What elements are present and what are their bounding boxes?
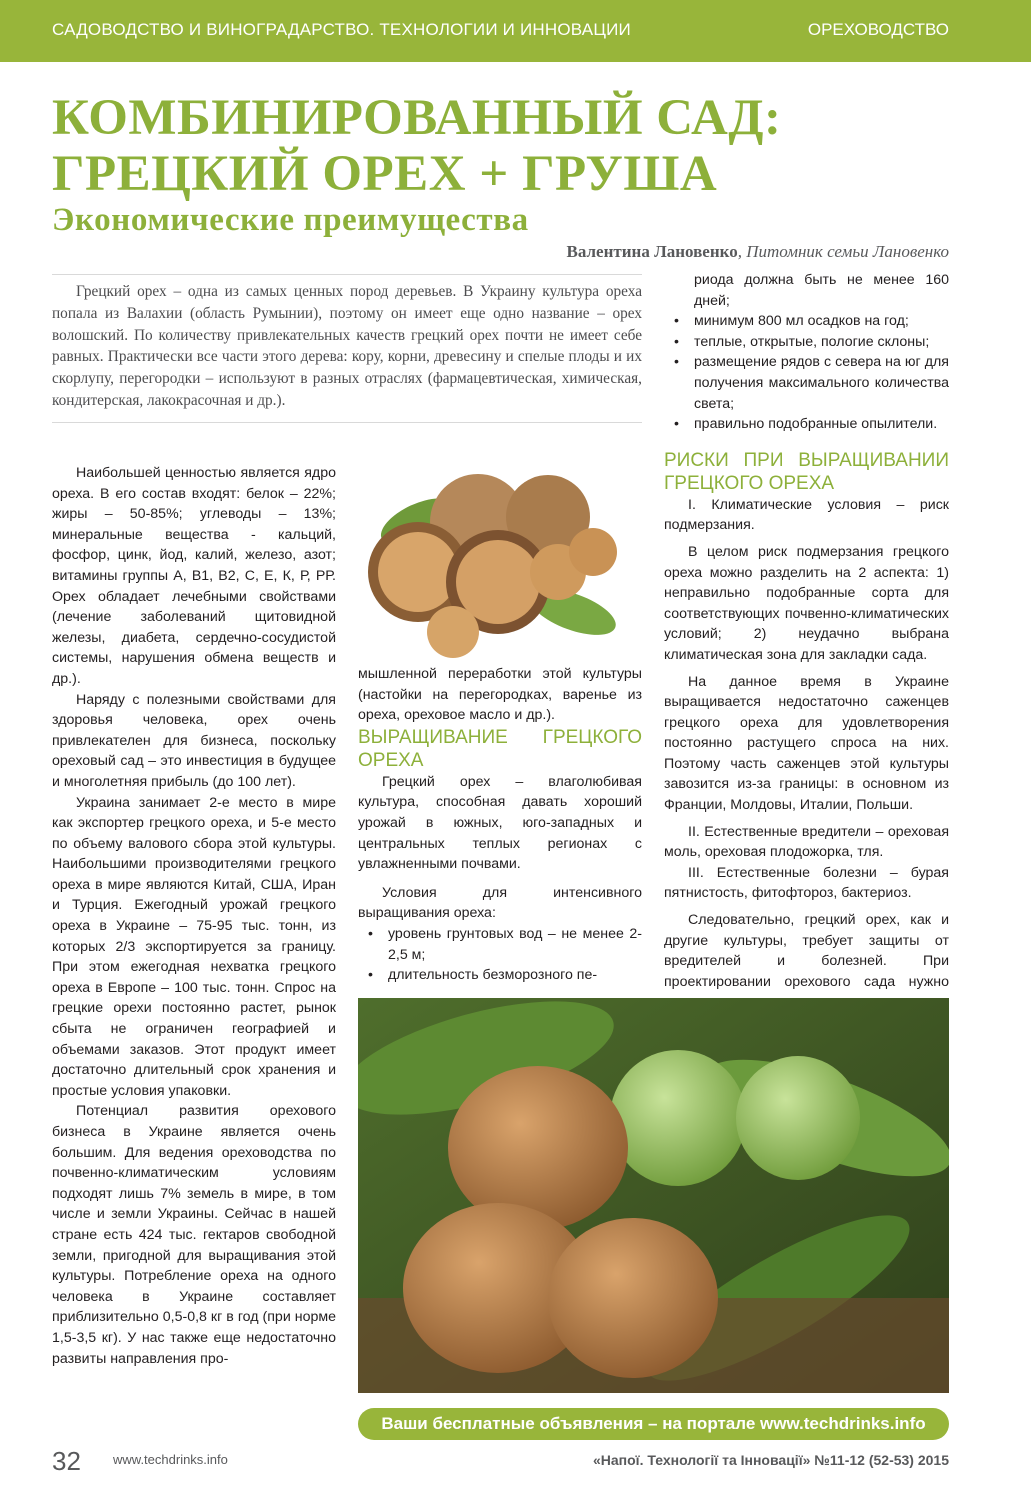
section-heading-risks: РИСКИ ПРИ ВЫРАЩИВАНИИ ГРЕЦКОГО ОРЕХА	[664, 449, 949, 494]
list-item: • размещение рядов с севера на юг для получения максимального количества света;	[664, 352, 949, 414]
page-number: 32	[52, 1446, 81, 1476]
walnuts-photo	[358, 462, 642, 658]
paragraph: Наибольшей ценностью является ядро ореха. В его состав входят: белок – 22%; жиры – 50-85%; углеводы – 13%; минеральные вещества - кальций, фосфор, цинк, йод, калий, железо, азот; витамины группы А, В1, В2, С, Е, К, Р, РР. Орех обладает лечебными свойствами (лечение заболеваний щитовидной железы, диабета, сердечно-сосудистой системы, нарушения обмена веществ и др.).	[52, 465, 336, 687]
paragraph: В целом риск подмерзания грецкого ореха можно разделить на 2 аспекта: 1) неправильно подобранные сорта для соответствующих почвенно-климатических условий; 2) неудачно выбрана климатическая зона для закладки сада.	[664, 543, 949, 663]
paragraph: III. Естественные болезни – бурая пятнистость, фитофтороз, бактериоз.	[664, 864, 949, 902]
section-header-bar	[0, 0, 1031, 62]
list-item: • уровень грунтовых вод – не менее 2-2,5 м;	[358, 924, 642, 965]
paragraph: Наряду с полезными свойствами для здоровья человека, орех очень привлекателен для бизнеса, поскольку ореховый сад – это инвестиция в будущее и многолетняя прибыль (до 100 лет).	[52, 691, 336, 790]
column-2	[358, 664, 642, 986]
section-header-left: САДОВОДСТВО И ВИНОГРАДАРСТВО. ТЕХНОЛОГИИ И ИННОВАЦИИ	[52, 20, 631, 39]
green-walnuts-photo	[358, 998, 949, 1393]
paragraph: Потенциал развития орехового бизнеса в Украине является очень большим. Для ведения ореховодства по почвенно-климатическим условиям подходят лишь 7% земель в мире, в том числе и земли Украины. Сейчас в нашей стране есть 424 тыс. гектаров свободной земли, пригодной для выращивания этой культуры. Потребление ореха на одного человека в Украине составляет приблизительно 0,5-0,8 кг в год (при норме 1,5-3,5 кг). У нас также еще недостаточно развиты направления про-	[52, 1103, 336, 1367]
footer-site[interactable]: www.techdrinks.info	[113, 1452, 228, 1467]
paragraph: Украина занимает 2-е место в мире как экспортер грецкого ореха, и 5-е место по объему валового сбора этой культуры. Наибольшими производителями грецкого ореха в мире являются Китай, США, Иран и Турция. Ежегодный урожай грецкого ореха в Украине – 75-95 тыс. тонн, из которых 2/3 экспортируется за границу. При этом ежегодная нехватка грецкого ореха в Европе – 100 тыс. тонн. Спрос на грецкие орехи постоянно растет, рынок сбыта не ограничен географией и объемами заказов. Этот продукт имеет достаточно длительный срок хранения и простые условия упаковки.	[52, 794, 336, 1099]
list-item: • правильно подобранные опылители.	[664, 414, 949, 435]
journal-citation: «Напої. Технології та Інновації» №11-12 (52-53) 2015	[592, 1452, 949, 1468]
list-item: • теплые, открытые, пологие склоны;	[664, 332, 949, 353]
portal-ad-banner[interactable]: Ваши бесплатные объявления – на портале www.techdrinks.info	[358, 1408, 949, 1440]
conditions-list-continued	[664, 270, 949, 435]
paragraph: Условия для интенсивного выращивания ореха:	[358, 884, 642, 922]
intro-paragraph: Грецкий орех – одна из самых ценных пород деревьев. В Украину культура ореха попала из Валахии (область Румынии), поэтому он имеет еще одно название – орех волошский. По количеству привлекательных качеств грецкий орех почти не имеет себе равных. Практически все части этого дерева: кору, корни, древесину и спелые плоды и их скорлупу, перегородки – используют в разных отраслях (фармацевтическая, химическая, кондитерская, лакокрасочная и др.).	[52, 274, 642, 423]
column-1	[52, 463, 336, 1369]
paragraph: мышленной переработки этой культуры (настойки на перегородках, варенье из ореха, ореховое масло и др.).	[358, 666, 642, 724]
article-title	[52, 90, 781, 202]
paragraph: Следовательно, грецкий орех, как и другие культуры, требует защиты от вредителей и болезней. При проектировании орехового сада нужно	[664, 912, 949, 990]
article-subtitle: Экономические преимущества	[52, 202, 529, 238]
paragraph: II. Естественные вредители – ореховая моль, ореховая плодожорка, тля.	[664, 823, 949, 861]
paragraph: Грецкий орех – влаголюбивая культура, способная давать хороший урожай в южных, юго-западных и центральных теплых регионах с увлажненными почвами.	[358, 773, 642, 873]
list-item: риода должна быть не менее 160 дней;	[694, 272, 949, 309]
author-name: Валентина Лановенко	[566, 242, 738, 261]
section-header-right: ОРЕХОВОДСТВО	[807, 20, 949, 39]
title-line-2: ГРЕЦКИЙ ОРЕХ + ГРУША	[52, 146, 718, 202]
conditions-list	[358, 924, 642, 986]
byline	[567, 242, 949, 262]
author-org: , Питомник семьи Лановенко	[737, 242, 949, 261]
list-item: • минимум 800 мл осадков на год;	[664, 311, 949, 332]
title-line-1: КОМБИНИРОВАННЫЙ САД:	[52, 90, 782, 146]
paragraph: На данное время в Украине выращивается недостаточно саженцев грецкого ореха для удовлетворения постоянно растущего спроса на них. Поэтому часть саженцев этой культуры завозится из-за границы: в основном из Франции, Молдовы, Италии, Польши.	[664, 673, 949, 814]
column-3	[664, 270, 949, 1034]
list-item: • длительность безморозного пе-	[358, 965, 642, 986]
paragraph: I. Климатические условия – риск подмерзания.	[664, 496, 949, 534]
section-heading-growing: ВЫРАЩИВАНИЕ ГРЕЦКОГО ОРЕХА	[358, 726, 642, 771]
